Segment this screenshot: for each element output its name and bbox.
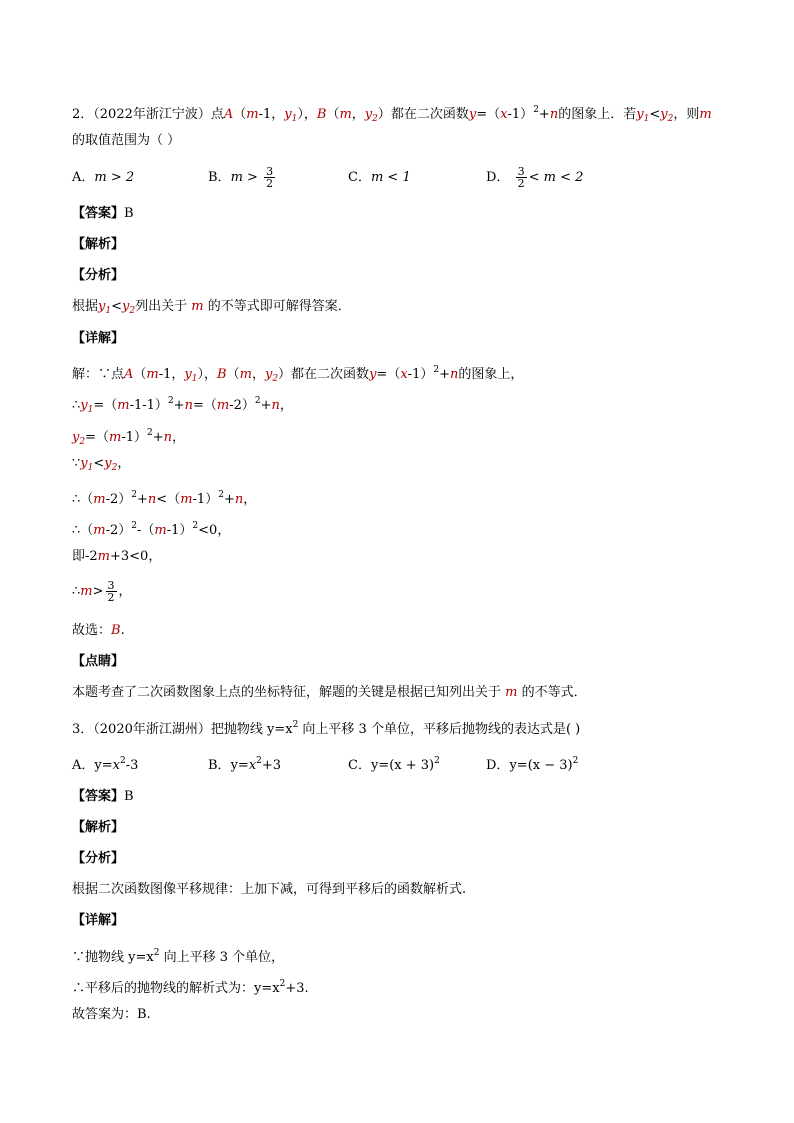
q2-dianjing-text: 本题考查了二次函数图象上点的坐标特征，解题的关键是根据已知列出关于 m 的不等式． xyxy=(72,685,587,700)
q3-detail-2: ∴平移后的抛物线的解析式为：$y=x^2+3$. xyxy=(72,979,309,996)
q3-option-c: C．$y=(x + 3)^2$ xyxy=(348,756,440,773)
q2-step-7: 即-2m+3<0， xyxy=(72,549,162,564)
q2-fenxi-heading: 【分析】 xyxy=(72,268,125,283)
q2-option-b-fraction: $\frac{3}{2}$ xyxy=(266,165,274,190)
q2-step-4: $\because y_1<y_2$， xyxy=(72,456,131,473)
q3-option-a: A．$y=x^2-3$ xyxy=(72,756,139,773)
q2-option-b: B．m > $\frac{3}{2}$ xyxy=(208,165,274,190)
q2-step-6: $\therefore(m-2)^2-(m-1)^2<0$， xyxy=(72,521,231,538)
q2-step-8: ∴m> $\frac{3}{2}$ ， xyxy=(72,579,132,604)
q3-fenxi-heading: 【分析】 xyxy=(72,851,125,866)
q3-detail-3: 故答案为：B. xyxy=(72,1007,151,1022)
q3-stem: 3．（2020年浙江湖州）把抛物线 $y=x^2$ 向上平移 3 个单位，平移后抛物线的表达式是( ) xyxy=(72,720,581,737)
q2-option-d-fraction: $\frac{3}{2}$ xyxy=(517,165,525,190)
q3-detail-1: ∵抛物线 $y=x^2$ 向上平移 3 个单位， xyxy=(72,948,285,965)
q2-step-2: $\therefore y_1=(m-1-1)^2+n=(m-2)^2+n$， xyxy=(72,396,293,415)
q2-step-1: 解：∵点A（m-1，$y_1$），B（m，$y_2$）都在二次函数$y=(x-1)^2+n$的图象上， xyxy=(72,365,524,384)
q2-fenxi-text: 根据$y_1<y_2$列出关于 m 的不等式即可解得答案． xyxy=(72,299,351,316)
q2-stem-line2: 的取值范围为（ ） xyxy=(72,133,181,148)
q2-jiexi-heading: 【解析】 xyxy=(72,237,125,252)
q2-step-9: 故选：B. xyxy=(72,623,125,638)
q3-option-d: D．$y=(x - 3)^2$ xyxy=(486,756,579,773)
q2-step-5: $\therefore(m-2)^2+n<(m-1)^2+n$， xyxy=(72,490,257,507)
q3-option-b: B．$y=x^2+3$ xyxy=(208,756,282,773)
q2-step-8-fraction: $\frac{3}{2}$ xyxy=(107,579,115,604)
q3-answer: 【答案】B xyxy=(72,789,134,804)
q2-option-a: A．m > 2 xyxy=(72,170,135,185)
q2-xiangjie-heading: 【详解】 xyxy=(72,331,125,346)
q2-answer: 【答案】B xyxy=(72,206,134,221)
q2-stem-line1: 2．（2022年浙江宁波）点A（m-1，$y_1$），B（m，$y_2$）都在二次函数$y=(x-1)^2+n$的图象上．若$y_1<y_2$，则m xyxy=(72,105,712,124)
q3-xiangjie-heading: 【详解】 xyxy=(72,913,125,928)
q3-fenxi-text: 根据二次函数图像平移规律：上加下减，可得到平移后的函数解析式. xyxy=(72,882,467,897)
q2-step-3: $y_2=(m-1)^2+n$， xyxy=(72,428,186,447)
q3-jiexi-heading: 【解析】 xyxy=(72,820,125,835)
q2-option-d: D． $\frac{3}{2}$ < m < 2 xyxy=(486,165,584,190)
q2-dianjing-heading: 【点睛】 xyxy=(72,654,125,669)
q2-option-c: C．m < 1 xyxy=(348,170,411,185)
